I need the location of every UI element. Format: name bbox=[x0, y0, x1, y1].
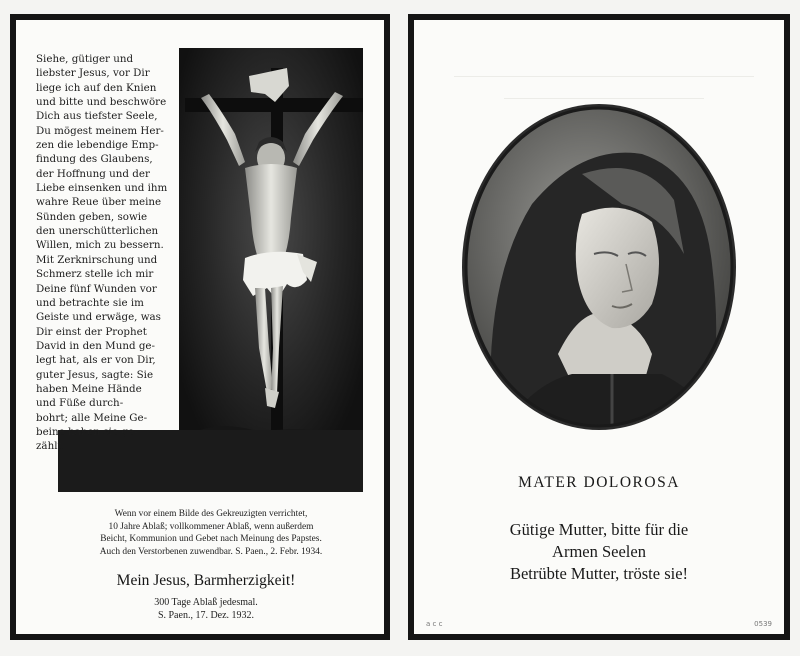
prayer-line: Dich aus tiefster Seele, bbox=[36, 110, 158, 123]
prayer-line: zählt. bbox=[36, 440, 65, 453]
prayer-line: Sünden geben, sowie bbox=[36, 210, 148, 223]
bleed-through-line bbox=[504, 98, 704, 99]
prayer-line: beine haben sie ge- bbox=[36, 425, 138, 438]
indulgence-days-note: 300 Tage Ablaß jedesmal. bbox=[154, 597, 258, 608]
verse-line-3: Betrübte Mutter, tröste sie! bbox=[509, 564, 689, 583]
prayer-line: Deine fünf Wunden vor bbox=[36, 282, 157, 295]
indulgence-line: Beicht, Kommunion und Gebet nach Meinung des Papstes. bbox=[100, 534, 322, 545]
crucifix-illustration bbox=[179, 48, 363, 430]
prayer-line: und bitte und beschwöre bbox=[36, 96, 167, 109]
prayer-line: Schmerz stelle ich mir bbox=[36, 268, 154, 281]
prayer-line: Willen, mich zu bessern. bbox=[36, 239, 164, 252]
prayer-line: den unerschütterlichen bbox=[36, 225, 159, 238]
prayer-card-right bbox=[408, 14, 790, 640]
prayer-card-left bbox=[10, 14, 390, 640]
prayer-line: und Füße durch- bbox=[36, 397, 124, 410]
bleed-through-line bbox=[454, 76, 754, 77]
printer-mark-right: 0539 bbox=[754, 620, 772, 628]
prayer-line: bohrt; alle Meine Ge- bbox=[36, 411, 148, 424]
indulgence-line: Wenn vor einem Bilde des Gekreuzigten verrichtet, bbox=[114, 509, 308, 519]
indulgence-note bbox=[46, 508, 376, 558]
prayer-line: legt hat, als er von Dir, bbox=[36, 354, 156, 367]
madonna-illustration bbox=[462, 104, 736, 430]
prayer-line: guter Jesus, sagte: Sie bbox=[36, 368, 154, 381]
prayer-line: liebster Jesus, vor Dir bbox=[36, 67, 150, 80]
prayer-line: haben Meine Hände bbox=[36, 382, 142, 395]
prayer-line: Siehe, gütiger und bbox=[36, 53, 134, 65]
prayer-line: liege ich auf den Knien bbox=[36, 81, 157, 94]
prayer-line: wahre Reue über meine bbox=[36, 196, 162, 209]
card-title: MATER DOLOROSA bbox=[518, 474, 680, 491]
motto: Mein Jesus, Barmherzigkeit! bbox=[116, 572, 296, 589]
prayer-line: Mit Zerknirschung und bbox=[36, 253, 158, 266]
prayer-line: Du mögest meinem Her- bbox=[36, 124, 164, 137]
mater-dolorosa-portrait bbox=[462, 104, 736, 430]
indulgence-date-note: S. Paen., 17. Dez. 1932. bbox=[157, 610, 255, 621]
printer-mark-left: a c c bbox=[426, 620, 443, 628]
prayer-text bbox=[36, 52, 170, 454]
prayer-line: David in den Mund ge- bbox=[36, 339, 155, 352]
crucifixion-image bbox=[179, 48, 363, 430]
prayer-line: zen die lebendige Emp- bbox=[36, 139, 159, 152]
prayer-line: Geiste und erwäge, was bbox=[36, 311, 161, 324]
verse-line-2: Armen Seelen bbox=[552, 542, 646, 561]
prayer-line: Liebe einsenken und ihm bbox=[36, 182, 168, 195]
indulgence-line: Auch den Verstorbenen zuwendbar. S. Paen., 2. Febr. 1934. bbox=[99, 546, 323, 557]
prayer-line: Dir einst der Prophet bbox=[36, 325, 147, 338]
prayer-line: findung des Glaubens, bbox=[36, 153, 153, 166]
indulgence-line: 10 Jahre Ablaß; vollkommener Ablaß, wenn außerdem bbox=[108, 521, 314, 532]
prayer-line: der Hoffnung und der bbox=[36, 167, 150, 180]
prayer-line: und betrachte sie im bbox=[36, 296, 144, 309]
verse-line-1: Gütige Mutter, bitte für die bbox=[509, 520, 689, 539]
